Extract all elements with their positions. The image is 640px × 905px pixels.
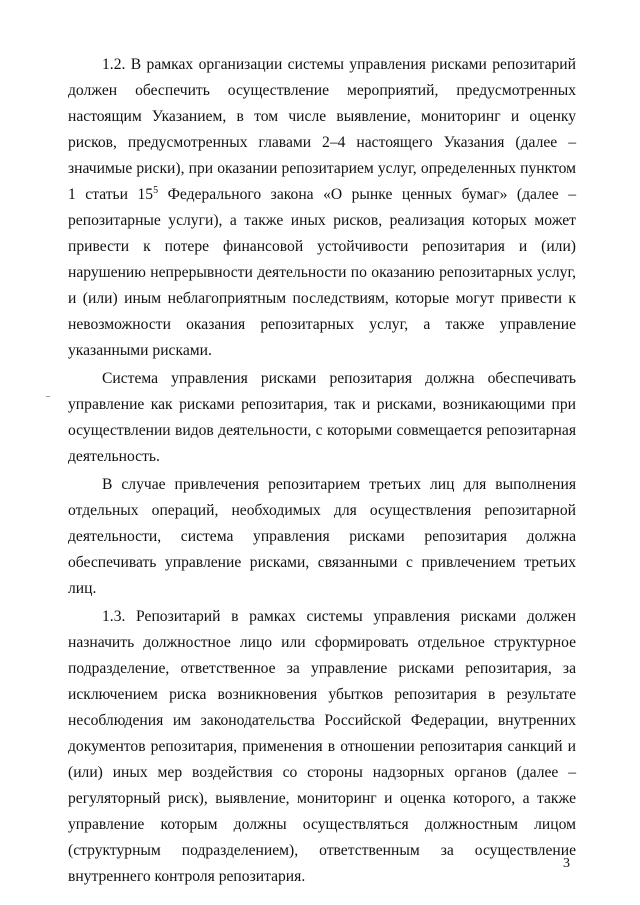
paragraph-1-2-text-after: Федерального закона «О рынке ценных бумаг» (далее – репозитарные услуги), а также иных рисков, реализация которых может привести к потере финансовой устойчивости репозитария и (или) нарушению непрерывности деятельности по оказанию репозитарных услуг, и (или) иным неблагоприятным последствиям, которые могут привести к невозможности оказания репозитарных услуг, а также управление указанными рисками. [68, 186, 576, 359]
article-superscript: 5 [153, 185, 159, 196]
paragraph-1-2-text-before: 1.2. В рамках организации системы управления рисками репозитарий должен обеспечить осуществление мероприятий, предусмотренных настоящим Указанием, в том числе выявление, мониторинг и оценку рисков, предусмотренных главами 2–4 настоящего Указания (далее – значимые риски), при оказании репозитарием услуг, определенных пунктом 1 статьи 15 [68, 56, 576, 203]
paragraph-third-parties: В случае привлечения репозитарием третьих лиц для выполнения отдельных операций, необходимых для осуществления репозитарной деятельности, система управления рисками репозитария должна обеспечивать управление рисками, связанными с привлечением третьих лиц. [68, 476, 576, 597]
margin-mark [46, 396, 50, 397]
paragraph-risk-system: Система управления рисками репозитария должна обеспечивать управление как рисками репозитария, так и рисками, возникающими при осуществлении видов деятельности, с которыми совмещается репозитарная деятельность. [68, 370, 576, 465]
document-page [68, 52, 576, 890]
paragraph-1-2 [68, 52, 576, 364]
paragraph-1-3: 1.3. Репозитарий в рамках системы управления рисками должен назначить должностное лицо или сформировать отдельное структурное подразделение, ответственное за управление рисками репозитария, за исключением риска возникновения убытков репозитария в результате несоблюдения им законодательства Российской Федерации, внутренних документов репозитария, применения в отношении репозитария санкций и (или) иных мер воздействия со стороны надзорных органов (далее – регуляторный риск), выявление, мониторинг и оценка которого, а также управление которым должны осуществляться должностным лицом (структурным подразделением), ответственным за осуществление внутреннего контроля репозитария. [68, 608, 576, 885]
page-number: 3 [563, 856, 570, 871]
